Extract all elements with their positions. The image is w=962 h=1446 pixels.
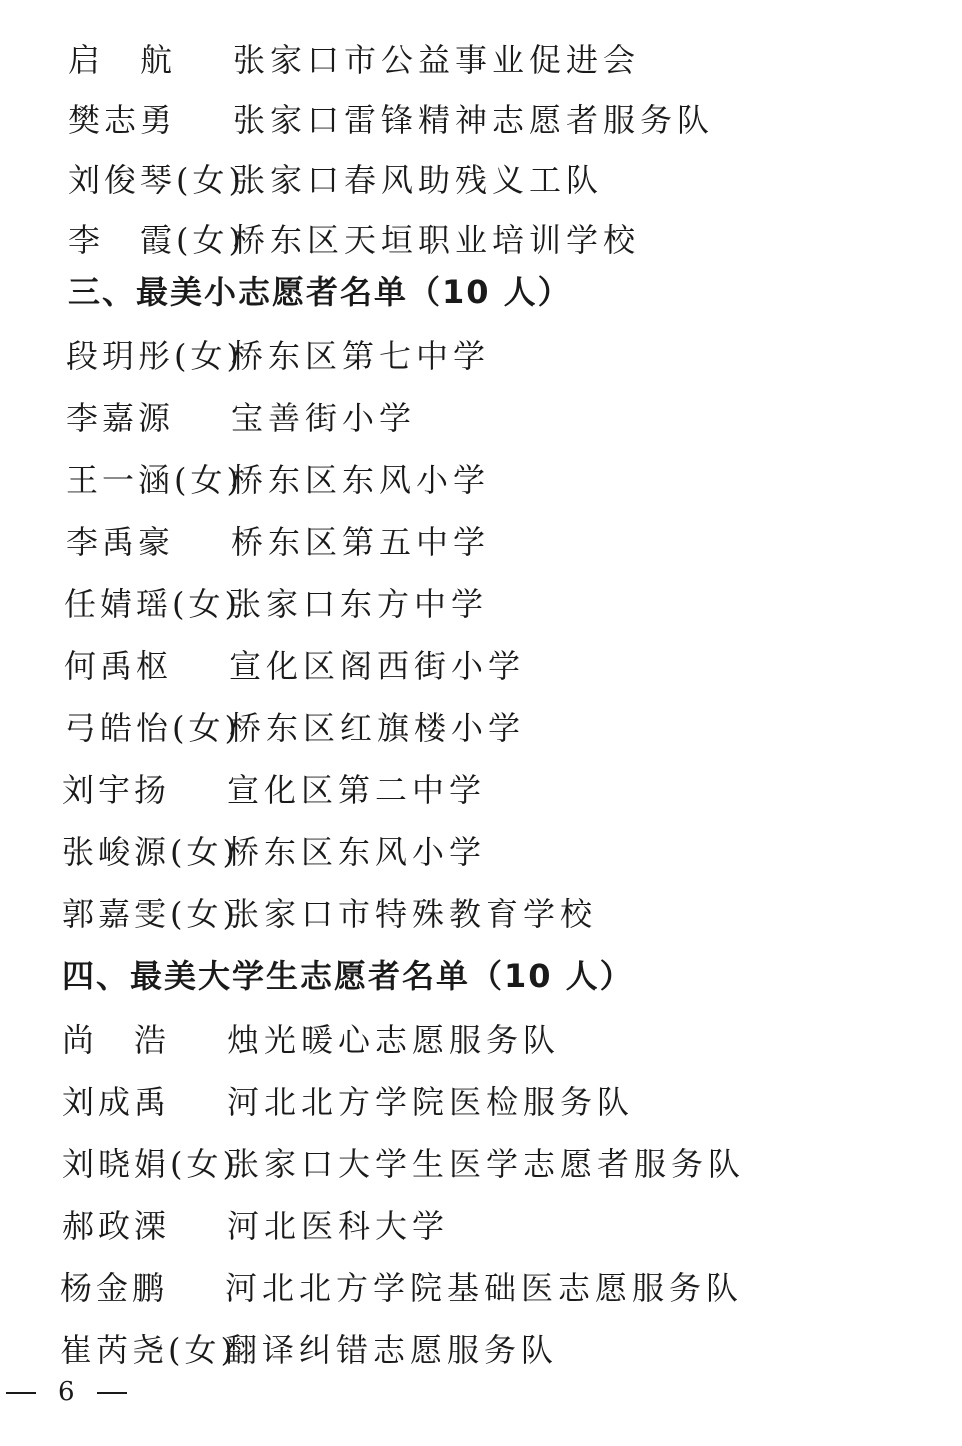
person-name: 启 航	[68, 41, 177, 79]
organization-name: 宣化区第二中学	[227, 771, 487, 809]
organization-name: 河北医科大学	[227, 1207, 450, 1245]
organization-name: 张家口市特殊教育学校	[227, 895, 598, 933]
footer-dash-right	[97, 1392, 127, 1394]
person-name: 尚 浩	[62, 1021, 171, 1059]
person-name: 杨金鹏	[60, 1269, 169, 1307]
footer-dash-left	[6, 1392, 36, 1394]
organization-name: 桥东区东风小学	[227, 833, 487, 871]
page-number: 6	[58, 1377, 75, 1407]
organization-name: 河北北方学院基础医志愿服务队	[225, 1269, 744, 1307]
person-name: 李 霞(女)	[68, 221, 245, 259]
organization-name: 桥东区红旗楼小学	[229, 709, 526, 747]
person-name: 刘宇扬	[62, 771, 171, 809]
section-heading: 四、最美大学生志愿者名单（10 人）	[62, 957, 634, 995]
person-name: 任婧瑶(女)	[64, 585, 241, 623]
organization-name: 桥东区东风小学	[231, 461, 491, 499]
person-name: 崔芮尧(女)	[60, 1331, 237, 1369]
organization-name: 张家口市公益事业促进会	[233, 41, 641, 79]
person-name: 刘成禹	[62, 1083, 171, 1121]
organization-name: 烛光暖心志愿服务队	[227, 1021, 561, 1059]
organization-name: 张家口东方中学	[229, 585, 489, 623]
person-name: 张峻源(女)	[62, 833, 239, 871]
organization-name: 翻译纠错志愿服务队	[225, 1331, 559, 1369]
organization-name: 张家口雷锋精神志愿者服务队	[233, 101, 715, 139]
person-name: 郝政溧	[62, 1207, 171, 1245]
person-name: 王一涵(女)	[66, 461, 243, 499]
organization-name: 张家口春风助残义工队	[233, 161, 604, 199]
person-name: 何禹枢	[64, 647, 173, 685]
organization-name: 宝善街小学	[231, 399, 417, 437]
person-name: 刘俊琴(女)	[68, 161, 245, 199]
person-name: 李禹豪	[66, 523, 175, 561]
person-name: 樊志勇	[68, 101, 177, 139]
person-name: 郭嘉雯(女)	[62, 895, 239, 933]
person-name: 李嘉源	[66, 399, 175, 437]
organization-name: 桥东区第五中学	[231, 523, 491, 561]
organization-name: 桥东区天垣职业培训学校	[233, 221, 641, 259]
organization-name: 张家口大学生医学志愿者服务队	[227, 1145, 746, 1183]
person-name: 刘晓娟(女)	[62, 1145, 239, 1183]
organization-name: 河北北方学院医检服务队	[227, 1083, 635, 1121]
page-footer	[6, 1374, 127, 1410]
section-heading: 三、最美小志愿者名单（10 人）	[68, 273, 572, 311]
person-name: 段玥彤(女)	[66, 337, 243, 375]
organization-name: 桥东区第七中学	[231, 337, 491, 375]
person-name: 弓皓怡(女)	[64, 709, 241, 747]
organization-name: 宣化区阁西街小学	[229, 647, 526, 685]
